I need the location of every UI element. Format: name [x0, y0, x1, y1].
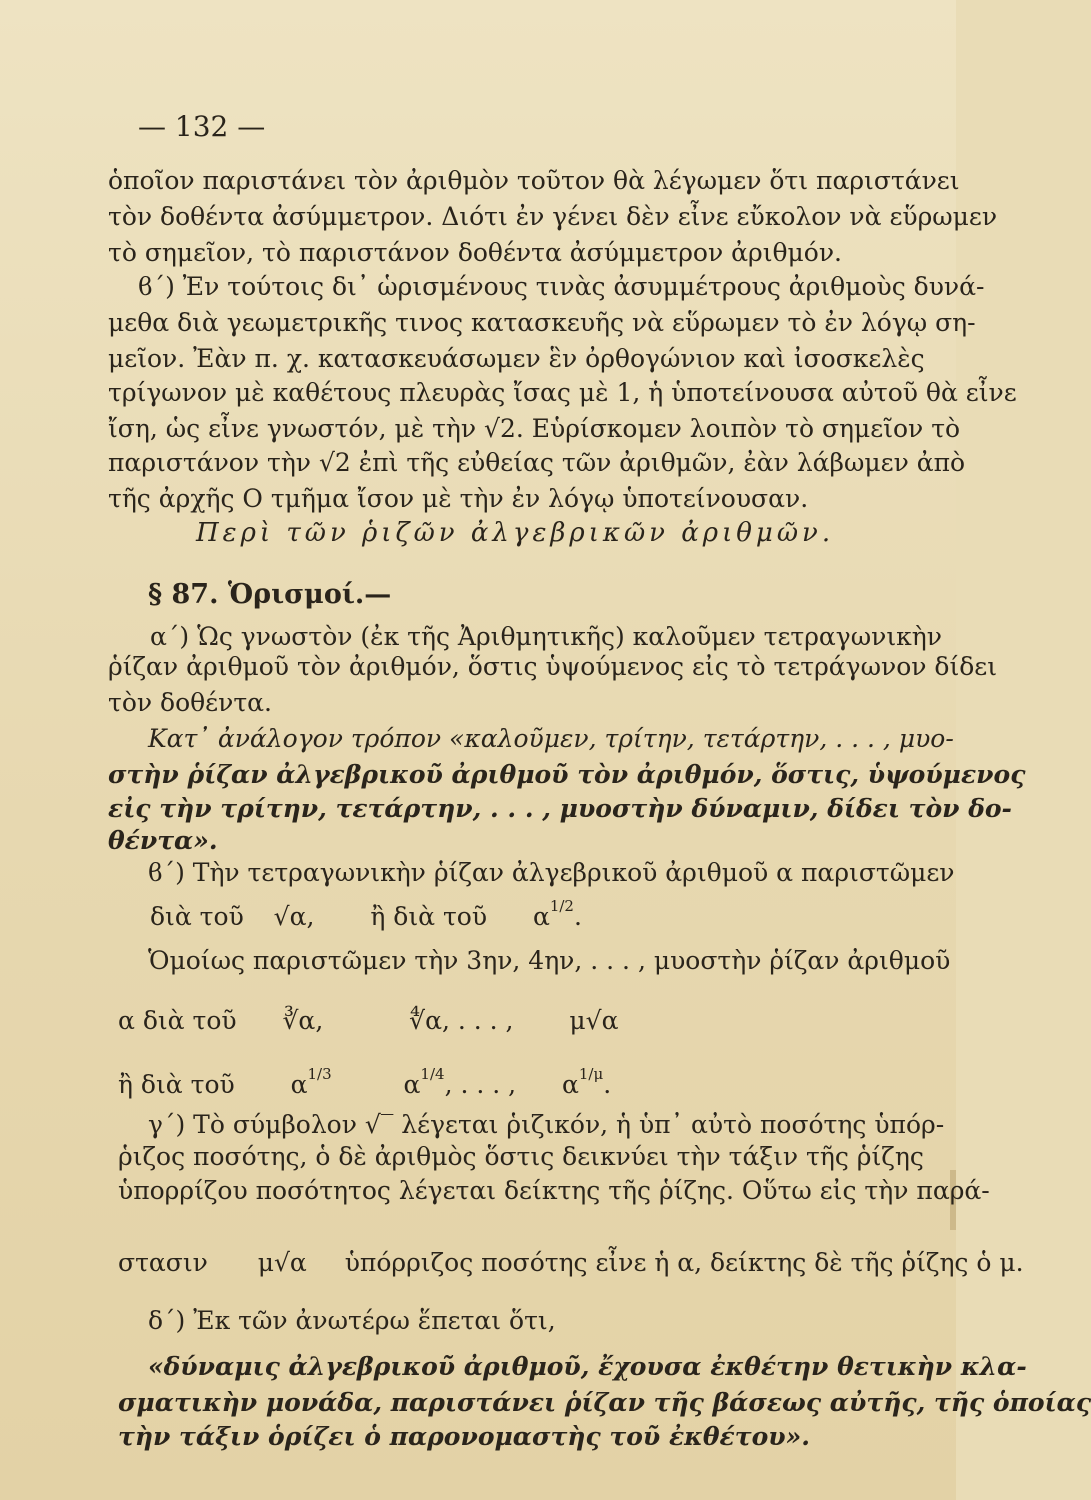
text-line: μεθα διὰ γεωμετρικῆς τινος κατασκευῆς νὰ εὕρωμεν τὸ ἐν λόγῳ ση-	[108, 308, 976, 337]
power-exponent: 1/μ	[578, 1065, 604, 1083]
text-line: τῆς ἀρχῆς Ο τμῆμα ἴσον μὲ τὴν ἐν λόγῳ ὑποτείνουσαν.	[108, 484, 809, 513]
definition-line: θέντα».	[108, 826, 218, 855]
section-title: § 87. Ὁρισμοί.—	[148, 579, 392, 610]
formula-line: ἢ διὰ τοῦ $\alpha^{1/3}$ $\alpha^{1/4}$, . . . , $\alpha^{1/\mu}$.	[118, 1065, 612, 1099]
formula-line: διὰ τοῦ √α, ἢ διὰ τοῦ $\alpha^{1/2}$.	[150, 897, 582, 931]
formula-text: ἢ διὰ τοῦ	[370, 902, 488, 931]
definition-line: τὸν δοθέντα.	[108, 688, 272, 717]
text-line: τὸν δοθέντα ἀσύμμετρον. Διότι ἐν γένει δὲν εἶνε εὔκολον νὰ εὕρωμεν	[108, 202, 998, 231]
text-line: τρίγωνον μὲ καθέτους πλευρὰς ἴσας μὲ 1, ἡ ὑποτείνουσα αὐτοῦ θὰ εἶνε	[108, 378, 1017, 407]
formula-text: , . . . ,	[444, 1070, 517, 1099]
definition-line: ὑπορρίζου ποσότητος λέγεται δείκτης τῆς ῥίζης. Οὕτω εἰς τὴν παρά-	[118, 1176, 990, 1205]
formula-text: γ΄) Τὸ σύμβολον	[148, 1110, 357, 1139]
cube-root-formula: ∛α,	[282, 1006, 324, 1035]
power-exponent: 1/3	[307, 1065, 332, 1083]
definition-line: «δύναμις ἀλγεβρικοῦ ἀριθμοῦ, ἔχουσα ἐκθέτην θετικὴν κλα-	[148, 1352, 1027, 1381]
formula-line	[118, 1006, 618, 1036]
definition-line: ῥίζαν ἀριθμοῦ τὸν ἀριθμόν, ὅστις ὑψούμενος εἰς τὸ τετράγωνον δίδει	[108, 652, 998, 681]
formula-text: διὰ τοῦ	[150, 902, 244, 931]
power-exponent: 1/2	[549, 897, 574, 915]
formula-text: λέγεται ῥιζικόν, ἡ ὑπ᾽ αὐτὸ ποσότης ὑπόρ-	[401, 1110, 945, 1139]
definition-line: Κατ᾽ ἀνάλογον τρόπον «καλοῦμεν, τρίτην, τετάρτην, . . . , μυο-	[148, 724, 954, 753]
definition-line: ϐ΄) Τὴν τετραγωνικὴν ῥίζαν ἀλγεβρικοῦ ἀριθμοῦ α παριστῶμεν	[148, 858, 955, 887]
definition-line: ῥιζος ποσότης, ὁ δὲ ἀριθμὸς ὅστις δεικνύει τὴν τάξιν τῆς ῥίζης	[118, 1142, 924, 1171]
definition-line: στὴν ῥίζαν ἀλγεβρικοῦ ἀριθμοῦ τὸν ἀριθμόν, ὅστις, ὑψούμενος	[108, 760, 1026, 789]
text-line: παριστάνον τὴν √2 ἐπὶ τῆς εὐθείας τῶν ἀριθμῶν, ἐὰν λάβωμεν ἀπὸ	[108, 448, 966, 477]
text-line: ϐ΄) Ἐν τούτοις δι᾽ ὡρισμένους τινὰς ἀσυμμέτρους ἀριθμοὺς δυνά-	[138, 272, 985, 301]
power-base: α	[562, 1070, 579, 1099]
text-line: ἴση, ὡς εἶνε γνωστόν, μὲ τὴν √2. Εὑρίσκομεν λοιπὸν τὸ σημεῖον τὸ	[108, 414, 961, 443]
definition-line: Ὁμοίως παριστῶμεν τὴν 3ην, 4ην, . . . , μυοστὴν ῥίζαν ἀριθμοῦ	[148, 946, 951, 975]
sqrt-formula: √α,	[273, 902, 315, 931]
formula-text: ἢ διὰ τοῦ	[118, 1070, 235, 1099]
section-heading: Περὶ τῶν ῥιζῶν ἀλγεβρικῶν ἀριθμῶν.	[196, 518, 835, 548]
definition-line: δ΄) Ἐκ τῶν ἀνωτέρω ἕπεται ὅτι,	[148, 1306, 556, 1335]
power-base: α	[403, 1070, 421, 1099]
power-exponent: 1/4	[420, 1065, 445, 1083]
mu-root-formula: μ√α	[569, 1006, 619, 1035]
text-line: ὁποῖον παριστάνει τὸν ἀριθμὸν τοῦτον θὰ λέγωμεν ὅτι παριστάνει	[108, 166, 960, 195]
definition-line: τὴν τάξιν ὁρίζει ὁ παρονομαστὴς τοῦ ἐκθέτου».	[118, 1422, 810, 1451]
definition-line	[148, 1110, 944, 1140]
definition-line: α΄) Ὡς γνωστὸν (ἐκ τῆς Ἀριθμητικῆς) καλοῦμεν τετραγωνικὴν	[150, 622, 942, 651]
definition-line: σματικὴν μονάδα, παριστάνει ῥίζαν τῆς βάσεως αὐτῆς, τῆς ὁποίας	[118, 1388, 1091, 1417]
definition-line: εἰς τὴν τρίτην, τετάρτην, . . . , μυοστὴν δύναμιν, δίδει τὸν δο-	[108, 794, 1012, 823]
text-line: μεῖον. Ἐὰν π. χ. κατασκευάσωμεν ἓν ὀρθογώνιον καὶ ἰσοσκελὲς	[108, 344, 925, 373]
formula-text: α διὰ τοῦ	[118, 1006, 237, 1035]
power-base: α	[290, 1070, 308, 1099]
radical-symbol: √‾	[364, 1110, 394, 1139]
fourth-root-formula: ∜α, . . . ,	[409, 1006, 514, 1035]
mu-root-formula: μ√α	[257, 1248, 307, 1277]
formula-text: ὑπόρριζος ποσότης εἶνε ἡ α, δείκτης δὲ τῆς ῥίζης ὁ μ.	[344, 1248, 1024, 1277]
formula-text: στασιν	[118, 1248, 208, 1277]
power-base: α	[532, 902, 550, 931]
page-number: — 132 —	[138, 110, 266, 143]
formula-line	[118, 1248, 1024, 1278]
text-line: τὸ σημεῖον, τὸ παριστάνον δοθέντα ἀσύμμετρον ἀριθμόν.	[108, 238, 842, 267]
